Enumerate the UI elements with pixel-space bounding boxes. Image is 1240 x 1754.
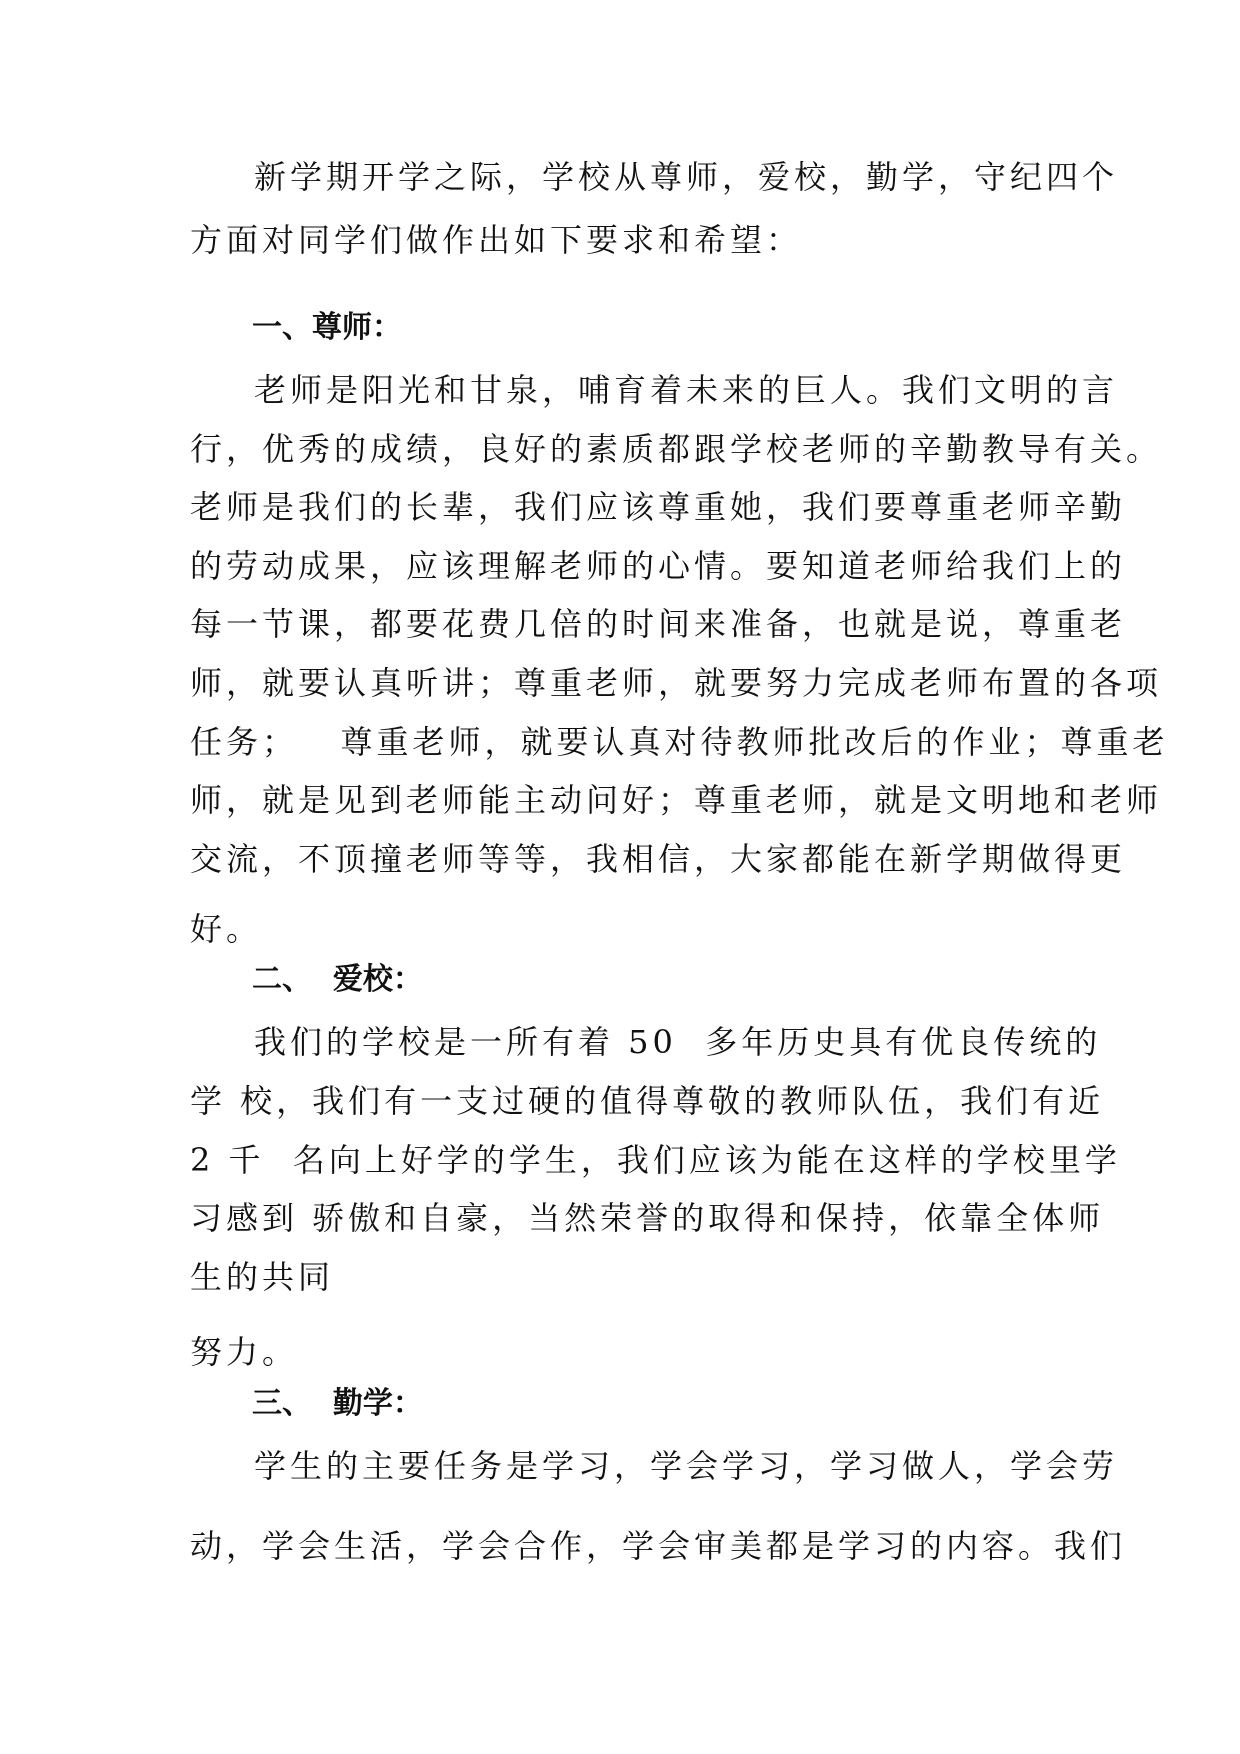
paragraph-line: 动，学会生活，学会合作，学会审美都是学习的内容。我们 bbox=[190, 1527, 1127, 1565]
paragraph-line: 2 千 名向上好学的学生，我们应该为能在这样的学校里学 bbox=[190, 1141, 1121, 1179]
paragraph-line: 任务； 尊重老师，就要认真对待教师批改后的作业；尊重老 bbox=[190, 723, 1169, 761]
paragraph-line: 努力。 bbox=[190, 1333, 299, 1371]
paragraph-line: 习感到 骄傲和自豪，当然荣誉的取得和保持，依靠全体师 bbox=[190, 1199, 1105, 1237]
intro-line-1: 新学期开学之际，学校从尊师，爱校，勤学，守纪四个 bbox=[254, 158, 1119, 196]
intro-line-2: 方面对同学们做作出如下要求和希望： bbox=[190, 221, 803, 259]
paragraph-line: 师，就要认真听讲；尊重老师，就要努力完成老师布置的各项 bbox=[190, 664, 1163, 702]
section-heading-love-school: 二、 爱校： bbox=[252, 962, 423, 997]
paragraph-line: 学生的主要任务是学习，学会学习，学习做人，学会劳 bbox=[254, 1447, 1119, 1485]
paragraph-line: 好。 bbox=[190, 910, 263, 948]
paragraph-line: 行，优秀的成绩，良好的素质都跟学校老师的辛勤教导有关。 bbox=[190, 430, 1163, 468]
paragraph-line: 我们的学校是一所有着 50 多年历史具有优良传统的 bbox=[254, 1023, 1102, 1061]
paragraph-line: 的劳动成果，应该理解老师的心情。要知道老师给我们上的 bbox=[190, 547, 1127, 585]
paragraph-line: 生的共同 bbox=[190, 1258, 335, 1296]
section-heading-diligent-study: 三、 勤学： bbox=[252, 1386, 423, 1421]
paragraph-line: 老师是阳光和甘泉，哺育着未来的巨人。我们文明的言 bbox=[254, 371, 1119, 409]
section-heading-respect-teachers: 一、尊师： bbox=[252, 310, 402, 345]
paragraph-line: 交流，不顶撞老师等等，我相信，大家都能在新学期做得更 bbox=[190, 840, 1127, 878]
paragraph-line: 老师是我们的长辈，我们应该尊重她，我们要尊重老师辛勤 bbox=[190, 488, 1127, 526]
paragraph-line: 每一节课，都要花费几倍的时间来准备，也就是说，尊重老 bbox=[190, 605, 1127, 643]
paragraph-line: 学 校，我们有一支过硬的值得尊敬的教师队伍，我们有近 bbox=[190, 1082, 1105, 1120]
paragraph-line: 师，就是见到老师能主动问好；尊重老师，就是文明地和老师 bbox=[190, 781, 1163, 819]
